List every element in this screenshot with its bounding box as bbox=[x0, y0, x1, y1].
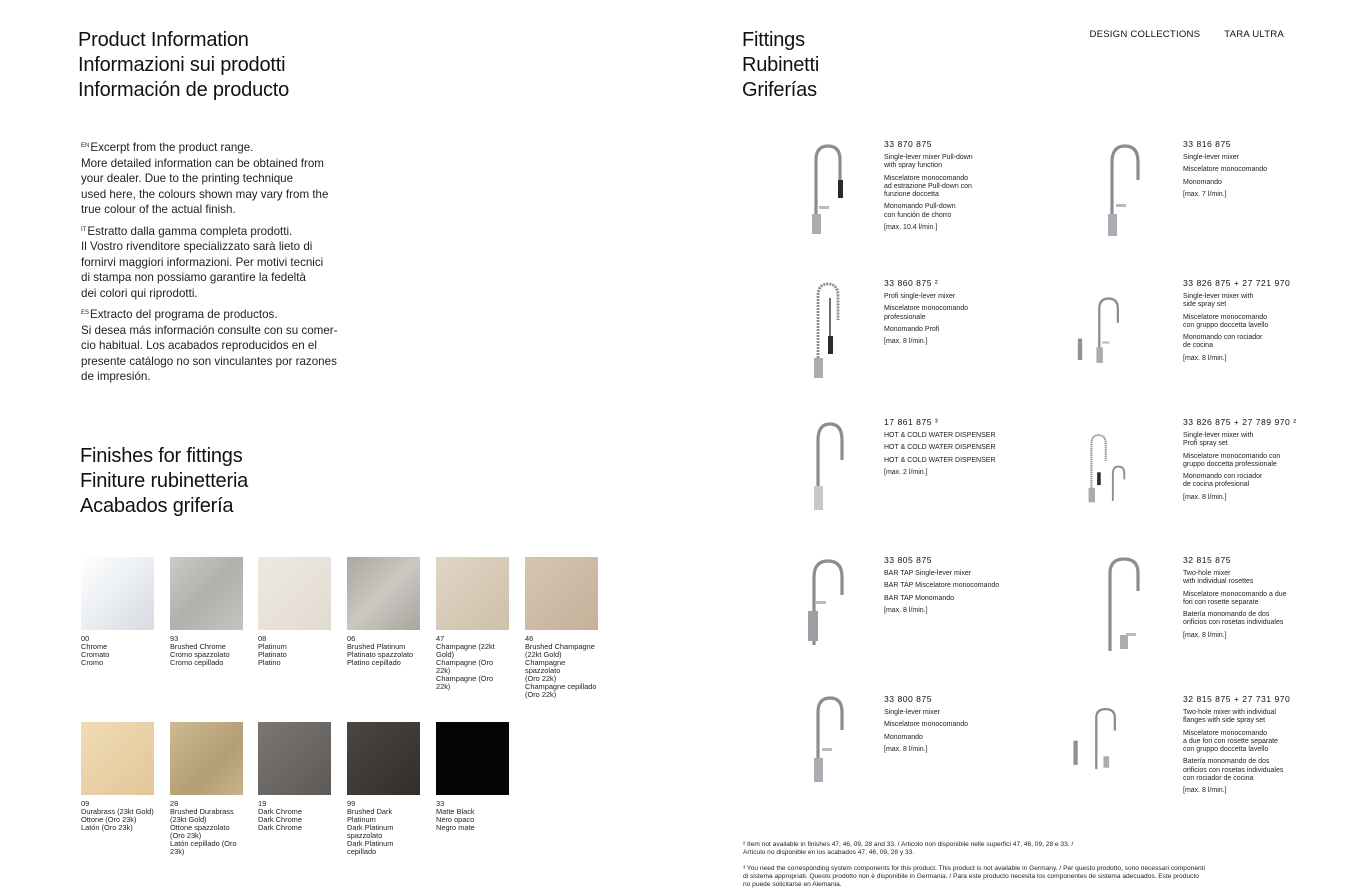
header-nav bbox=[1089, 29, 1284, 40]
product-item bbox=[1183, 139, 1313, 203]
fittings-title bbox=[742, 28, 819, 103]
finish-swatch bbox=[170, 722, 243, 856]
finish-names: Champagne (22kt Gold) Champagne (Oro 22k) Champagne (Oro 22k) bbox=[436, 642, 495, 691]
product-flow: [max. 8 l/min.] bbox=[1183, 354, 1227, 362]
title-es: Información de producto bbox=[78, 79, 290, 101]
finish-chip bbox=[347, 722, 420, 795]
product-code: 32 815 875 + 27 731 970 bbox=[1183, 694, 1291, 704]
faucet-single-lever-icon bbox=[800, 692, 850, 792]
product-desc-it: Miscelatore monocomando bbox=[1183, 166, 1268, 174]
finish-names: Brushed Dark Platinum Dark Platinum spazzolato Dark Platinum cepillado bbox=[347, 807, 394, 856]
product-desc-es: Monomando con rociador de cocina profesional bbox=[1183, 473, 1263, 489]
intro-es bbox=[81, 306, 371, 385]
finish-swatch bbox=[436, 557, 509, 691]
finish-swatch bbox=[170, 557, 243, 667]
finish-chip bbox=[258, 722, 331, 795]
product-desc-it: Miscelatore monocomando ad estrazione Pull-down con funzione doccetta bbox=[884, 174, 972, 199]
product-desc-es: Monomando bbox=[884, 733, 923, 741]
product-item bbox=[1183, 694, 1313, 800]
intro-it bbox=[81, 223, 371, 302]
finish-code: 93 bbox=[170, 634, 179, 643]
finish-swatch bbox=[436, 722, 509, 832]
faucet-single-lever-icon bbox=[1098, 140, 1148, 240]
product-desc-en: BAR TAP Single-lever mixer bbox=[884, 570, 972, 577]
faucet-bar-tap-icon bbox=[800, 555, 850, 655]
finish-names: Brushed Platinum Platinato spazzolato Platino cepillado bbox=[347, 642, 414, 667]
faucet-pulldown-icon bbox=[800, 140, 850, 240]
product-flow: [max. 8 l/min.] bbox=[884, 745, 928, 753]
product-desc-en: Profi single-lever mixer bbox=[884, 293, 956, 300]
finish-swatch bbox=[347, 722, 420, 856]
product-flow: [max. 8 l/min.] bbox=[884, 338, 928, 346]
faucet-two-hole-side-spray-icon bbox=[1072, 692, 1122, 792]
product-desc-en: Single-lever mixer with Profi spray set bbox=[1183, 432, 1254, 448]
product-desc-it: BAR TAP Miscelatore monocomando bbox=[884, 582, 1000, 590]
finish-chip bbox=[347, 557, 420, 630]
product-desc-it: Miscelatore monocomando a due fori con rosette separate con gruppo doccetta lavello bbox=[1183, 729, 1278, 754]
product-desc-it: Miscelatore monocomando professionale bbox=[884, 305, 969, 321]
faucet-profi-icon bbox=[800, 280, 850, 380]
product-item bbox=[884, 417, 1014, 481]
lang-tag-it: IT bbox=[81, 226, 87, 233]
nav-tara-ultra[interactable]: TARA ULTRA bbox=[1224, 29, 1284, 40]
finish-names: Brushed Champagne (22kt Gold) Champagne spazzolato (Oro 22k) Champagne cepillado (Oro 22k) bbox=[525, 642, 597, 699]
faucet-two-hole-icon bbox=[1098, 555, 1148, 655]
product-flow: [max. 8 l/min.] bbox=[884, 606, 928, 614]
finish-swatch bbox=[525, 557, 598, 699]
finishes-title-es: Acabados grifería bbox=[80, 495, 234, 517]
product-item bbox=[1183, 417, 1313, 506]
intro-en bbox=[81, 139, 371, 218]
product-flow: [max. 8 l/min.] bbox=[1183, 787, 1227, 795]
finish-code: 00 bbox=[81, 634, 90, 643]
product-code: 33 870 875 bbox=[884, 139, 933, 149]
finish-names: Durabrass (23kt Gold) Ottone (Oro 23k) Latón (Oro 23k) bbox=[81, 807, 154, 832]
product-flow: [max. 2 l/min.] bbox=[884, 468, 928, 476]
intro-it-text: Estratto dalla gamma completa prodotti. Il Vostro rivenditore specializzato sarà lieto di fornirvi maggiori informazioni. Per motivi tecnici di stampa non possiamo garantire la fedeltà dei colori qui riprodotti. bbox=[81, 224, 324, 300]
finish-code: 99 bbox=[347, 799, 356, 808]
footnote-2: ² Item not available in finishes 47, 46, 09, 28 and 33. / Articolo non disponibile nelle superfici 47, 46, 09, 28 e 33. / Artículo no disponible en los acabados 47, 46, 09, 28 y 33. bbox=[743, 841, 1074, 856]
finishes-title-en: Finishes for fittings bbox=[80, 445, 243, 467]
finish-chip bbox=[170, 557, 243, 630]
footnote-3: ³ You need the corresponding system components for this product. This product is not available in Germany. / Per questo prodotto, sono necessari componenti di sistema appropriati. Questo prodotto non è disponibile in Germania. / Para este producto necesita los componentes de sistema adecuados. Este producto no puede solicitarse en Alemania. bbox=[743, 865, 1205, 888]
product-desc-en: Single-lever mixer bbox=[884, 709, 941, 716]
nav-design-collections[interactable]: DESIGN COLLECTIONS bbox=[1089, 29, 1201, 40]
finish-code: 09 bbox=[81, 799, 90, 808]
finish-chip bbox=[525, 557, 598, 630]
finish-names: Chrome Cromato Cromo bbox=[81, 642, 110, 667]
finish-names: Matte Black Nero opaco Negro mate bbox=[436, 807, 475, 832]
product-desc-es: Monomando Profi bbox=[884, 325, 940, 333]
product-code: 33 860 875 ² bbox=[884, 278, 939, 288]
finish-swatch bbox=[81, 557, 154, 667]
finish-names: Brushed Durabrass (23kt Gold) Ottone spazzolato (Oro 23k) Latón cepillado (Oro 23k) bbox=[170, 807, 237, 856]
finish-code: 19 bbox=[258, 799, 267, 808]
product-item bbox=[884, 278, 1014, 350]
finish-swatch bbox=[347, 557, 420, 667]
product-desc-es: Monomando con rociador de cocina bbox=[1183, 334, 1263, 350]
faucet-profi-spray-icon bbox=[1080, 418, 1130, 518]
product-desc-it: Miscelatore monocomando con gruppo doccetta professionale bbox=[1183, 452, 1281, 468]
intro-en-text: Excerpt from the product range. More detailed information can be obtained from your dealer. Due to the printing technique used here, the colours shown may vary from the true colour of the actual finish. bbox=[81, 141, 329, 216]
product-code: 33 826 875 + 27 789 970 ² bbox=[1183, 417, 1297, 427]
finish-code: 28 bbox=[170, 799, 179, 808]
product-item bbox=[1183, 278, 1313, 367]
product-desc-es: HOT & COLD WATER DISPENSER bbox=[884, 456, 996, 464]
lang-tag-es: ES bbox=[81, 310, 90, 316]
finish-chip bbox=[170, 722, 243, 795]
product-desc-it: Miscelatore monocomando con gruppo doccetta lavello bbox=[1183, 313, 1269, 329]
fittings-title-en: Fittings bbox=[742, 29, 805, 51]
finish-chip bbox=[436, 557, 509, 630]
faucet-water-dispenser-icon bbox=[800, 418, 850, 518]
finish-chip bbox=[81, 557, 154, 630]
product-desc-it: Miscelatore monocomando bbox=[884, 721, 969, 729]
finish-chip bbox=[258, 557, 331, 630]
product-code: 33 816 875 bbox=[1183, 139, 1232, 149]
intro-text bbox=[81, 139, 371, 390]
finish-code: 47 bbox=[436, 634, 445, 643]
product-item bbox=[884, 555, 1014, 619]
product-desc-es: Batería monomando de dos orificios con rosetas individuales con rociador de cocina bbox=[1183, 758, 1284, 783]
product-item bbox=[884, 694, 1014, 758]
product-code: 17 861 875 ³ bbox=[884, 417, 939, 427]
product-desc-en: Single-lever mixer with side spray set bbox=[1183, 293, 1254, 309]
product-information-title bbox=[78, 28, 289, 103]
product-item bbox=[884, 139, 1014, 236]
product-desc-en: Two-hole mixer with individual rosettes bbox=[1183, 570, 1254, 586]
product-desc-en: Single-lever mixer bbox=[1183, 154, 1240, 161]
finish-names: Dark Chrome Dark Chrome Dark Chrome bbox=[258, 807, 302, 832]
finish-chip bbox=[81, 722, 154, 795]
finish-code: 06 bbox=[347, 634, 356, 643]
finish-code: 33 bbox=[436, 799, 445, 808]
product-desc-es: Monomando bbox=[1183, 178, 1222, 186]
product-flow: [max. 7 l/min.] bbox=[1183, 190, 1227, 198]
product-flow: [max. 8 l/min.] bbox=[1183, 631, 1227, 639]
finishes-title bbox=[80, 444, 248, 519]
fittings-title-it: Rubinetti bbox=[742, 54, 820, 76]
title-en: Product Information bbox=[78, 29, 249, 51]
finish-code: 08 bbox=[258, 634, 267, 643]
product-desc-en: HOT & COLD WATER DISPENSER bbox=[884, 432, 996, 439]
product-code: 33 826 875 + 27 721 970 bbox=[1183, 278, 1291, 288]
finish-names: Brushed Chrome Cromo spazzolato Cromo cepillado bbox=[170, 642, 230, 667]
product-desc-en: Single-lever mixer Pull-down with spray function bbox=[884, 154, 973, 170]
finish-swatch bbox=[81, 722, 154, 832]
finish-swatch bbox=[258, 722, 331, 832]
lang-tag-en: EN bbox=[81, 143, 90, 149]
product-item bbox=[1183, 555, 1313, 644]
title-it: Informazioni sui prodotti bbox=[78, 54, 286, 76]
finish-code: 46 bbox=[525, 634, 534, 643]
intro-es-text: Extracto del programa de productos. Si desea más información consulte con su comer- cio habitual. Los acabados reproducidos en el presente catálogo no son vinculantes por razones de impresión. bbox=[81, 308, 338, 383]
product-flow: [max. 10,4 l/min.] bbox=[884, 224, 938, 232]
product-flow: [max. 8 l/min.] bbox=[1183, 493, 1227, 501]
finish-swatch bbox=[258, 557, 331, 667]
finish-chip bbox=[436, 722, 509, 795]
finishes-title-it: Finiture rubinetteria bbox=[80, 470, 249, 492]
product-code: 32 815 875 bbox=[1183, 555, 1232, 565]
product-desc-es: Batería monomando de dos orificios con rosetas individuales bbox=[1183, 611, 1284, 627]
product-desc-it: HOT & COLD WATER DISPENSER bbox=[884, 444, 996, 452]
product-code: 33 805 875 bbox=[884, 555, 933, 565]
product-desc-en: Two-hole mixer with individual flanges with side spray set bbox=[1183, 709, 1276, 725]
footnotes bbox=[743, 833, 1303, 888]
product-desc-es: BAR TAP Monomando bbox=[884, 594, 955, 602]
finish-names: Platinum Platinato Platino bbox=[258, 642, 287, 667]
product-desc-it: Miscelatore monocomando a due fori con rosette separate bbox=[1183, 590, 1287, 606]
faucet-side-spray-icon bbox=[1075, 280, 1125, 380]
product-desc-es: Monomando Pull-down con función de chorro bbox=[884, 203, 956, 219]
product-code: 33 800 875 bbox=[884, 694, 933, 704]
fittings-title-es: Griferías bbox=[742, 79, 817, 101]
